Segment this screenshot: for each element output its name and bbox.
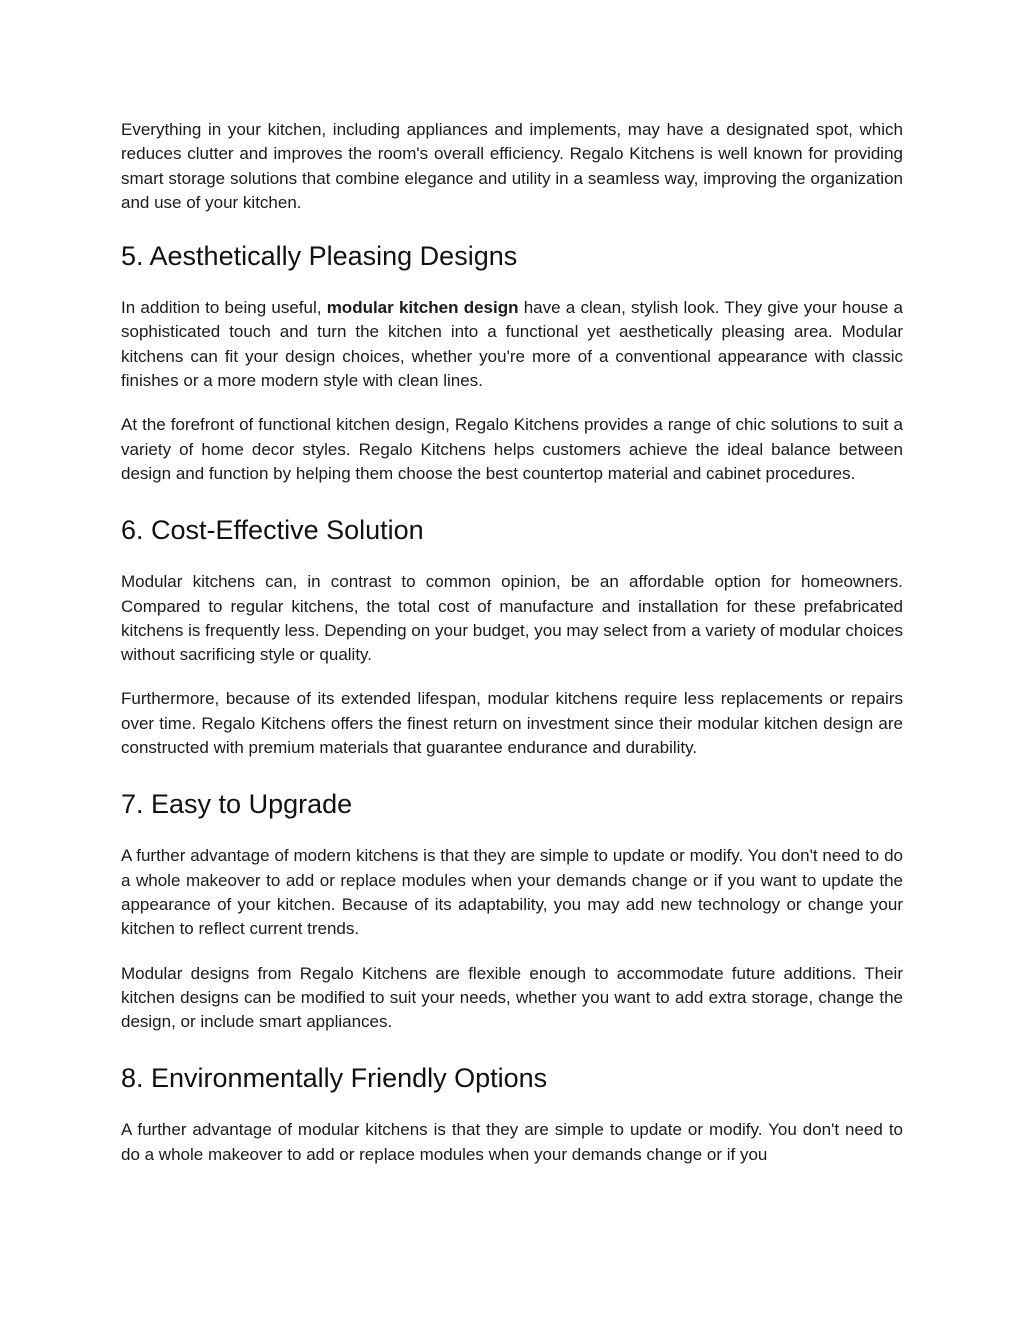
section-5-heading: 5. Aesthetically Pleasing Designs	[121, 241, 518, 272]
section-7-paragraph-2: Modular designs from Regalo Kitchens are flexible enough to accommodate future additions. Their kitchen designs can be modified to suit your needs, whether you want to add extra storage, change the design, or include smart appliances.	[121, 963, 903, 1032]
section-8-paragraph-1: A further advantage of modular kitchens is that they are simple to update or modify. You don't need to do a whole makeover to add or replace modules when your demands change or if you	[121, 1120, 903, 1164]
section-7-paragraph-1: A further advantage of modern kitchens is that they are simple to update or modify. You don't need to do a whole makeover to add or replace modules when your demands change or if you want to update the appearance of your kitchen. Because of its adaptability, you may add new technology or change your kitchen to reflect current trends.	[121, 846, 903, 939]
intro-paragraph: Everything in your kitchen, including appliances and implements, may have a designated spot, which reduces clutter and improves the room's overall efficiency. Regalo Kitchens is well known for providing smart storage solutions that combine elegance and utility in a seamless way, improving the organization and use of your kitchen.	[121, 120, 903, 212]
document-page	[121, 118, 903, 1167]
section-6-heading: 6. Cost-Effective Solution	[121, 515, 424, 546]
section-6-paragraph-2: Furthermore, because of its extended lifespan, modular kitchens require less replacements or repairs over time. Regalo Kitchens offers the finest return on investment since their modular kitchen design are constructed with premium materials that guarantee endurance and durability.	[121, 689, 903, 758]
section-7-heading: 7. Easy to Upgrade	[121, 789, 353, 820]
section-6-paragraph-1: Modular kitchens can, in contrast to common opinion, be an affordable option for homeowners. Compared to regular kitchens, the total cost of manufacture and installation for these prefabricated kitchens is frequently less. Depending on your budget, you may select from a variety of modular choices without sacrificing style or quality.	[121, 572, 903, 665]
section-5-p1-text-end: have a clean, stylish look. They give your house a sophisticated touch and turn the kitchen into a functional yet aesthetically pleasing area. Modular kitchens can fit your design choices, whether you're more of a conventional appearance with classic finishes or a more modern style with clean lines.	[121, 298, 904, 391]
section-5-p1-text-start: In addition to being useful,	[121, 298, 327, 318]
section-5-paragraph-2: At the forefront of functional kitchen design, Regalo Kitchens provides a range of chic solutions to suit a variety of home decor styles. Regalo Kitchens helps customers achieve the ideal balance between design and function by helping them choose the best countertop material and cabinet procedures.	[121, 415, 903, 483]
modular-kitchen-design-bold: modular kitchen design	[326, 298, 519, 318]
section-5-paragraph-1	[121, 296, 903, 393]
section-8-heading: 8. Environmentally Friendly Options	[121, 1063, 548, 1094]
